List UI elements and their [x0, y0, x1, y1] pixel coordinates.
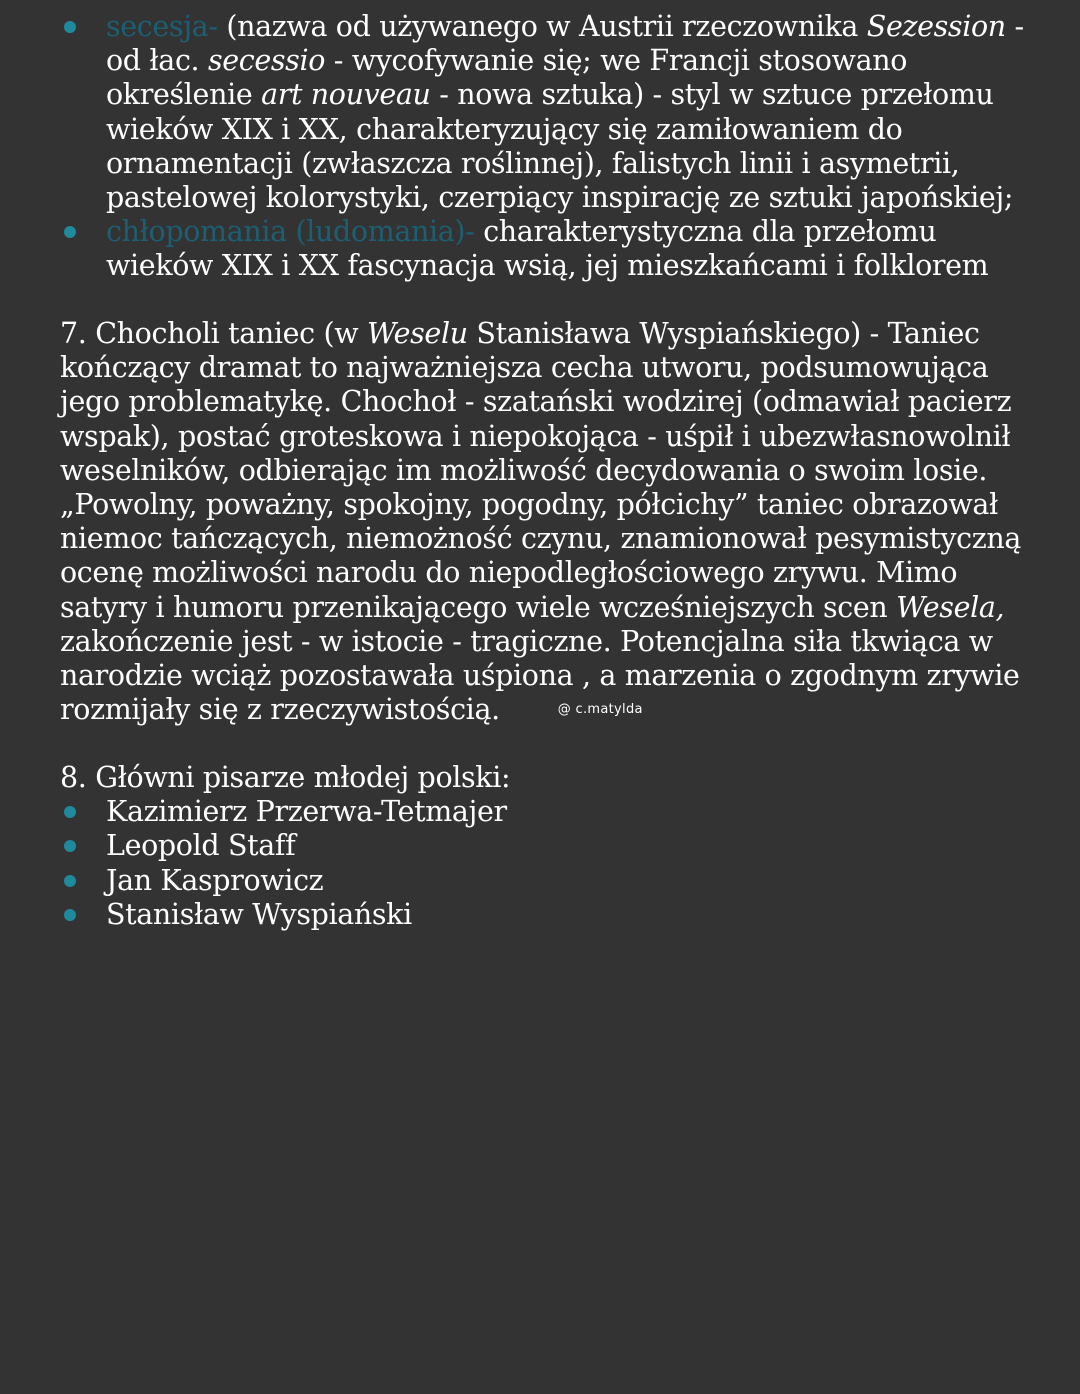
- writer-name: Kazimierz Przerwa-Tetmajer: [106, 795, 507, 829]
- definition-text: charakterystyczna dla przełomu wieków XIX i XX fascynacja wsią, jej mieszkańcami i folklorem: [106, 215, 989, 283]
- writer-item: [60, 864, 1050, 898]
- definition-italic: Sezession: [866, 10, 1006, 43]
- writer-name: Stanisław Wyspiański: [106, 897, 412, 931]
- definition-italic: secessio: [207, 44, 326, 78]
- section-7-italic-title: Wesela,: [896, 590, 1005, 624]
- section-8: [60, 761, 1050, 932]
- section-7-italic-title: Weselu: [367, 317, 468, 350]
- section-7-text: Stanisława Wyspiańskiego) - Taniec kończący dramat to najważniejsza cecha utworu, podsumowująca jego problematykę. Chochoł - szatański wodzirej (odmawiał pacierz wspak), postać groteskowa i niepokojąca - uśpił i ubezwłasnowolnił weselników, odbierając im możliwość decydowania o swoim losie. „Powolny, poważny, spokojny, pogodny, półcichy” taniec obrazował niemoc tańczących, niemożność czynu, znamionował pesymistyczną ocenę możliwości narodu do niepodległościowego zrywu. Mimo satyry i humoru przenikającego wiele wcześniejszych scen: [60, 317, 1022, 624]
- definition-text: - od łac.: [106, 10, 1024, 78]
- definition-term: secesja-: [106, 10, 218, 43]
- definition-item-chlopomania: [60, 215, 1050, 283]
- definition-term: chłopomania (ludomania)-: [106, 215, 475, 249]
- writer-name: Leopold Staff: [106, 829, 296, 863]
- bullet-icon: [64, 909, 76, 921]
- bullet-icon: [64, 226, 76, 238]
- definition-text: - wycofywanie się; we Francji stosowano określenie: [106, 44, 908, 112]
- writer-item: [60, 898, 1050, 932]
- author-signature: @ c.matylda: [557, 702, 643, 718]
- definition-item-secesja: [60, 10, 1050, 215]
- definition-text: (nazwa od używanego w Austrii rzeczownika: [217, 10, 867, 43]
- bullet-icon: [64, 21, 76, 33]
- section-7-paragraph: [60, 317, 1050, 727]
- section-7-intro: 7. Chocholi taniec (w: [60, 317, 368, 350]
- definitions-list: [60, 10, 1050, 284]
- bullet-icon: [64, 806, 76, 818]
- bullet-icon: [64, 875, 76, 887]
- writer-item: [60, 795, 1050, 829]
- definition-italic: art nouveau: [261, 78, 431, 112]
- writer-name: Jan Kasprowicz: [106, 863, 324, 897]
- section-7: [60, 317, 1050, 727]
- definition-text: - nowa sztuka) - styl w sztuce przełomu wieków XIX i XX, charakteryzujący się zamiłowaniem do ornamentacji (zwłaszcza roślinnej), falistych linii i asymetrii, pastelowej kolorystyki, czerpiący inspirację ze sztuki japońskiej;: [106, 78, 1014, 215]
- writers-list: [60, 795, 1050, 932]
- definitions-section: [60, 10, 1050, 284]
- section-8-heading: 8. Główni pisarze młodej polski:: [60, 761, 511, 794]
- section-7-text: zakończenie jest - w istocie - tragiczne. Potencjalna siła tkwiąca w narodzie wciąż pozostawała uśpiona , a marzenia o zgodnym zrywie rozmijały się z rzeczywistością.: [60, 624, 1020, 727]
- bullet-icon: [64, 840, 76, 852]
- writer-item: [60, 829, 1050, 863]
